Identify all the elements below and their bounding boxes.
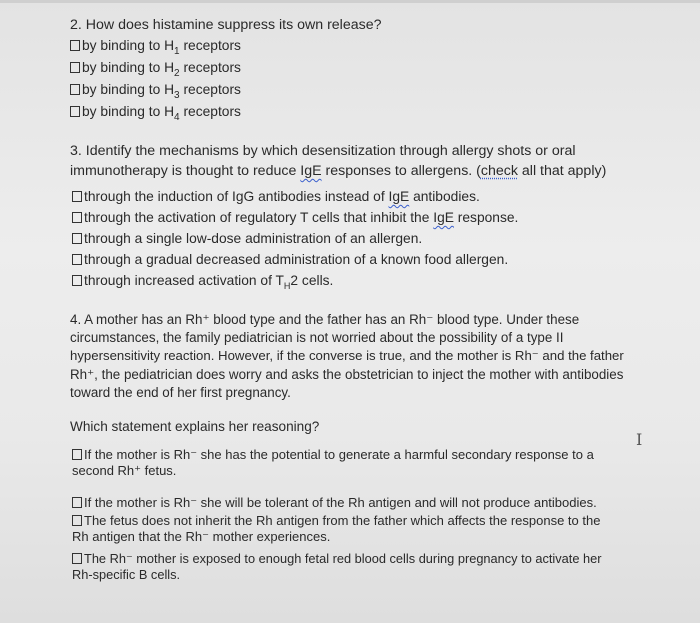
q3-option-2[interactable]: through the activation of regulatory T cells that inhibit the IgE response. <box>72 209 518 227</box>
q2-option-1[interactable]: by binding to $H_1$ receptors <box>70 37 241 61</box>
q2-option-4[interactable]: by binding to $H_4$ receptors <box>70 103 241 127</box>
q4-option-4-continued: Rh-specific B cells. <box>72 567 181 582</box>
checkbox[interactable] <box>72 212 82 223</box>
q4-option-1[interactable]: If the mother is Rh⁻ she has the potential to generate a harmful secondary response to a <box>72 446 594 464</box>
checkbox[interactable] <box>70 62 80 73</box>
q2-option-3[interactable]: by binding to $H_3$ receptors <box>70 81 241 105</box>
checkbox[interactable] <box>72 275 82 286</box>
checkbox[interactable] <box>70 106 80 117</box>
checkbox[interactable] <box>72 254 82 265</box>
q4-option-4[interactable]: The Rh⁻ mother is exposed to enough fetal red blood cells during pregnancy to activate her <box>72 550 602 568</box>
q4-question-line-4: Rh⁺, the pediatrician does worry and asks the obstetrician to inject the mother with antibodies <box>70 367 624 382</box>
checkbox[interactable] <box>72 233 82 244</box>
q3-option-4[interactable]: through a gradual decreased administration of a known food allergen. <box>72 251 508 269</box>
q3-option-5[interactable]: through increased activation of $T_H2$ cells. <box>72 272 333 295</box>
q3-option-1[interactable]: through the induction of IgG antibodies instead of IgE antibodies. <box>72 188 480 206</box>
q4-option-3[interactable]: The fetus does not inherit the Rh antigen from the father which affects the response to the <box>72 512 600 530</box>
checkbox[interactable] <box>72 553 82 564</box>
q3-question-line-2: immunotherapy is thought to reduce IgE responses to allergens. (check all that apply) <box>70 163 607 179</box>
checkbox[interactable] <box>72 497 82 508</box>
checkbox[interactable] <box>70 40 80 51</box>
checkbox[interactable] <box>72 449 82 460</box>
q2-question: 2. How does histamine suppress its own release? <box>70 17 382 33</box>
text-cursor-icon: I <box>636 430 643 449</box>
checkbox[interactable] <box>70 84 80 95</box>
q3-question-line-1: 3. Identify the mechanisms by which desensitization through allergy shots or oral <box>70 143 576 159</box>
q4-option-3-continued: Rh antigen that the Rh⁻ mother experiences. <box>72 529 331 544</box>
page-top-edge <box>0 0 700 3</box>
q4-prompt: Which statement explains her reasoning? <box>70 419 320 434</box>
q4-option-1-continued: second Rh⁺ fetus. <box>72 463 177 478</box>
q3-option-3[interactable]: through a single low-dose administration of an allergen. <box>72 230 422 248</box>
q4-question-line-1: 4. A mother has an Rh⁺ blood type and the father has an Rh⁻ blood type. Under these <box>70 312 580 327</box>
q2-option-2[interactable]: by binding to $H_2$ receptors <box>70 59 241 83</box>
checkbox[interactable] <box>72 515 82 526</box>
q4-question-line-2: circumstances, the family pediatrician is not worried about the possibility of a type II <box>70 330 564 345</box>
q4-question-line-3: hypersensitivity reaction. However, if the converse is true, and the mother is Rh⁻ and the father <box>70 348 624 363</box>
checkbox[interactable] <box>72 191 82 202</box>
q4-option-2[interactable]: If the mother is Rh⁻ she will be tolerant of the Rh antigen and will not produce antibodies. <box>72 494 597 512</box>
q4-question-line-5: toward the end of her first pregnancy. <box>70 385 291 400</box>
